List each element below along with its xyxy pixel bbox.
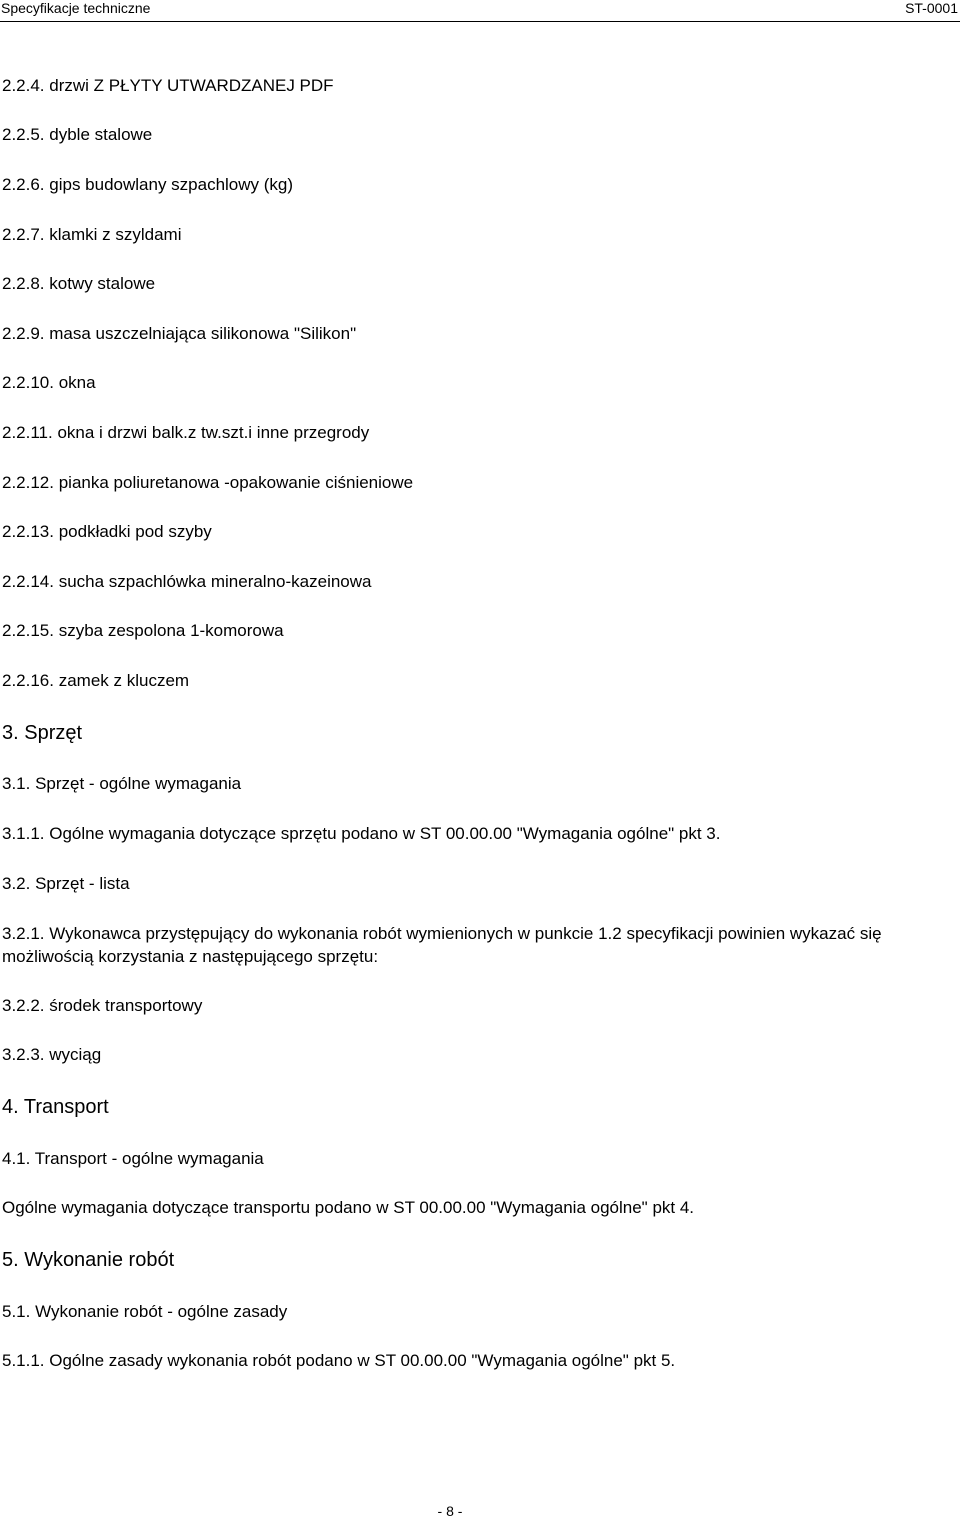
page-header <box>0 0 960 18</box>
list-item: 3.2.2. środek transportowy <box>2 996 203 1015</box>
list-item: 2.2.15. szyba zespolona 1-komorowa <box>2 621 284 640</box>
subsection-heading: 5.1. Wykonanie robót - ogólne zasady <box>2 1302 288 1321</box>
list-item: 2.2.10. okna <box>2 373 96 392</box>
paragraph: Ogólne wymagania dotyczące transportu podano w ST 00.00.00 "Wymagania ogólne" pkt 4. <box>2 1198 695 1217</box>
paragraph: 3.2.1. Wykonawca przystępujący do wykonania robót wymienionych w punkcie 1.2 specyfikacji powinien wykazać się możliwością korzystania z następującego sprzętu: <box>2 924 882 966</box>
subsection-heading: 3.2. Sprzęt - lista <box>2 874 130 893</box>
list-item: 2.2.14. sucha szpachlówka mineralno-kazeinowa <box>2 572 372 591</box>
section-heading: 4. Transport <box>2 1096 109 1118</box>
list-item: 3.2.3. wyciąg <box>2 1045 102 1064</box>
header-divider <box>0 21 960 22</box>
list-item: 2.2.7. klamki z szyldami <box>2 225 182 244</box>
document-title: Specyfikacje techniczne <box>1 0 151 16</box>
list-item: 2.2.12. pianka poliuretanowa -opakowanie ciśnieniowe <box>2 473 414 492</box>
document-code: ST-0001 <box>905 0 958 16</box>
subsection-heading: 3.1. Sprzęt - ogólne wymagania <box>2 774 242 793</box>
list-item: 2.2.13. podkładki pod szyby <box>2 522 212 541</box>
page-number: - 8 - <box>437 1503 463 1519</box>
subsection-heading: 4.1. Transport - ogólne wymagania <box>2 1149 264 1168</box>
paragraph: 3.1.1. Ogólne wymagania dotyczące sprzętu podano w ST 00.00.00 "Wymagania ogólne" pkt 3. <box>2 824 721 843</box>
list-item: 2.2.16. zamek z kluczem <box>2 671 190 690</box>
list-item: 2.2.4. drzwi Z PŁYTY UTWARDZANEJ PDF <box>2 76 334 95</box>
list-item: 2.2.11. okna i drzwi balk.z tw.szt.i inne przegrody <box>2 423 370 442</box>
paragraph: 5.1.1. Ogólne zasady wykonania robót podano w ST 00.00.00 "Wymagania ogólne" pkt 5. <box>2 1351 676 1370</box>
section-heading: 5. Wykonanie robót <box>2 1249 175 1271</box>
list-item: 2.2.9. masa uszczelniająca silikonowa "Silikon" <box>2 324 357 343</box>
list-item: 2.2.8. kotwy stalowe <box>2 274 156 293</box>
list-item: 2.2.5. dyble stalowe <box>2 125 153 144</box>
section-heading: 3. Sprzęt <box>2 722 83 744</box>
list-item: 2.2.6. gips budowlany szpachlowy (kg) <box>2 175 294 194</box>
